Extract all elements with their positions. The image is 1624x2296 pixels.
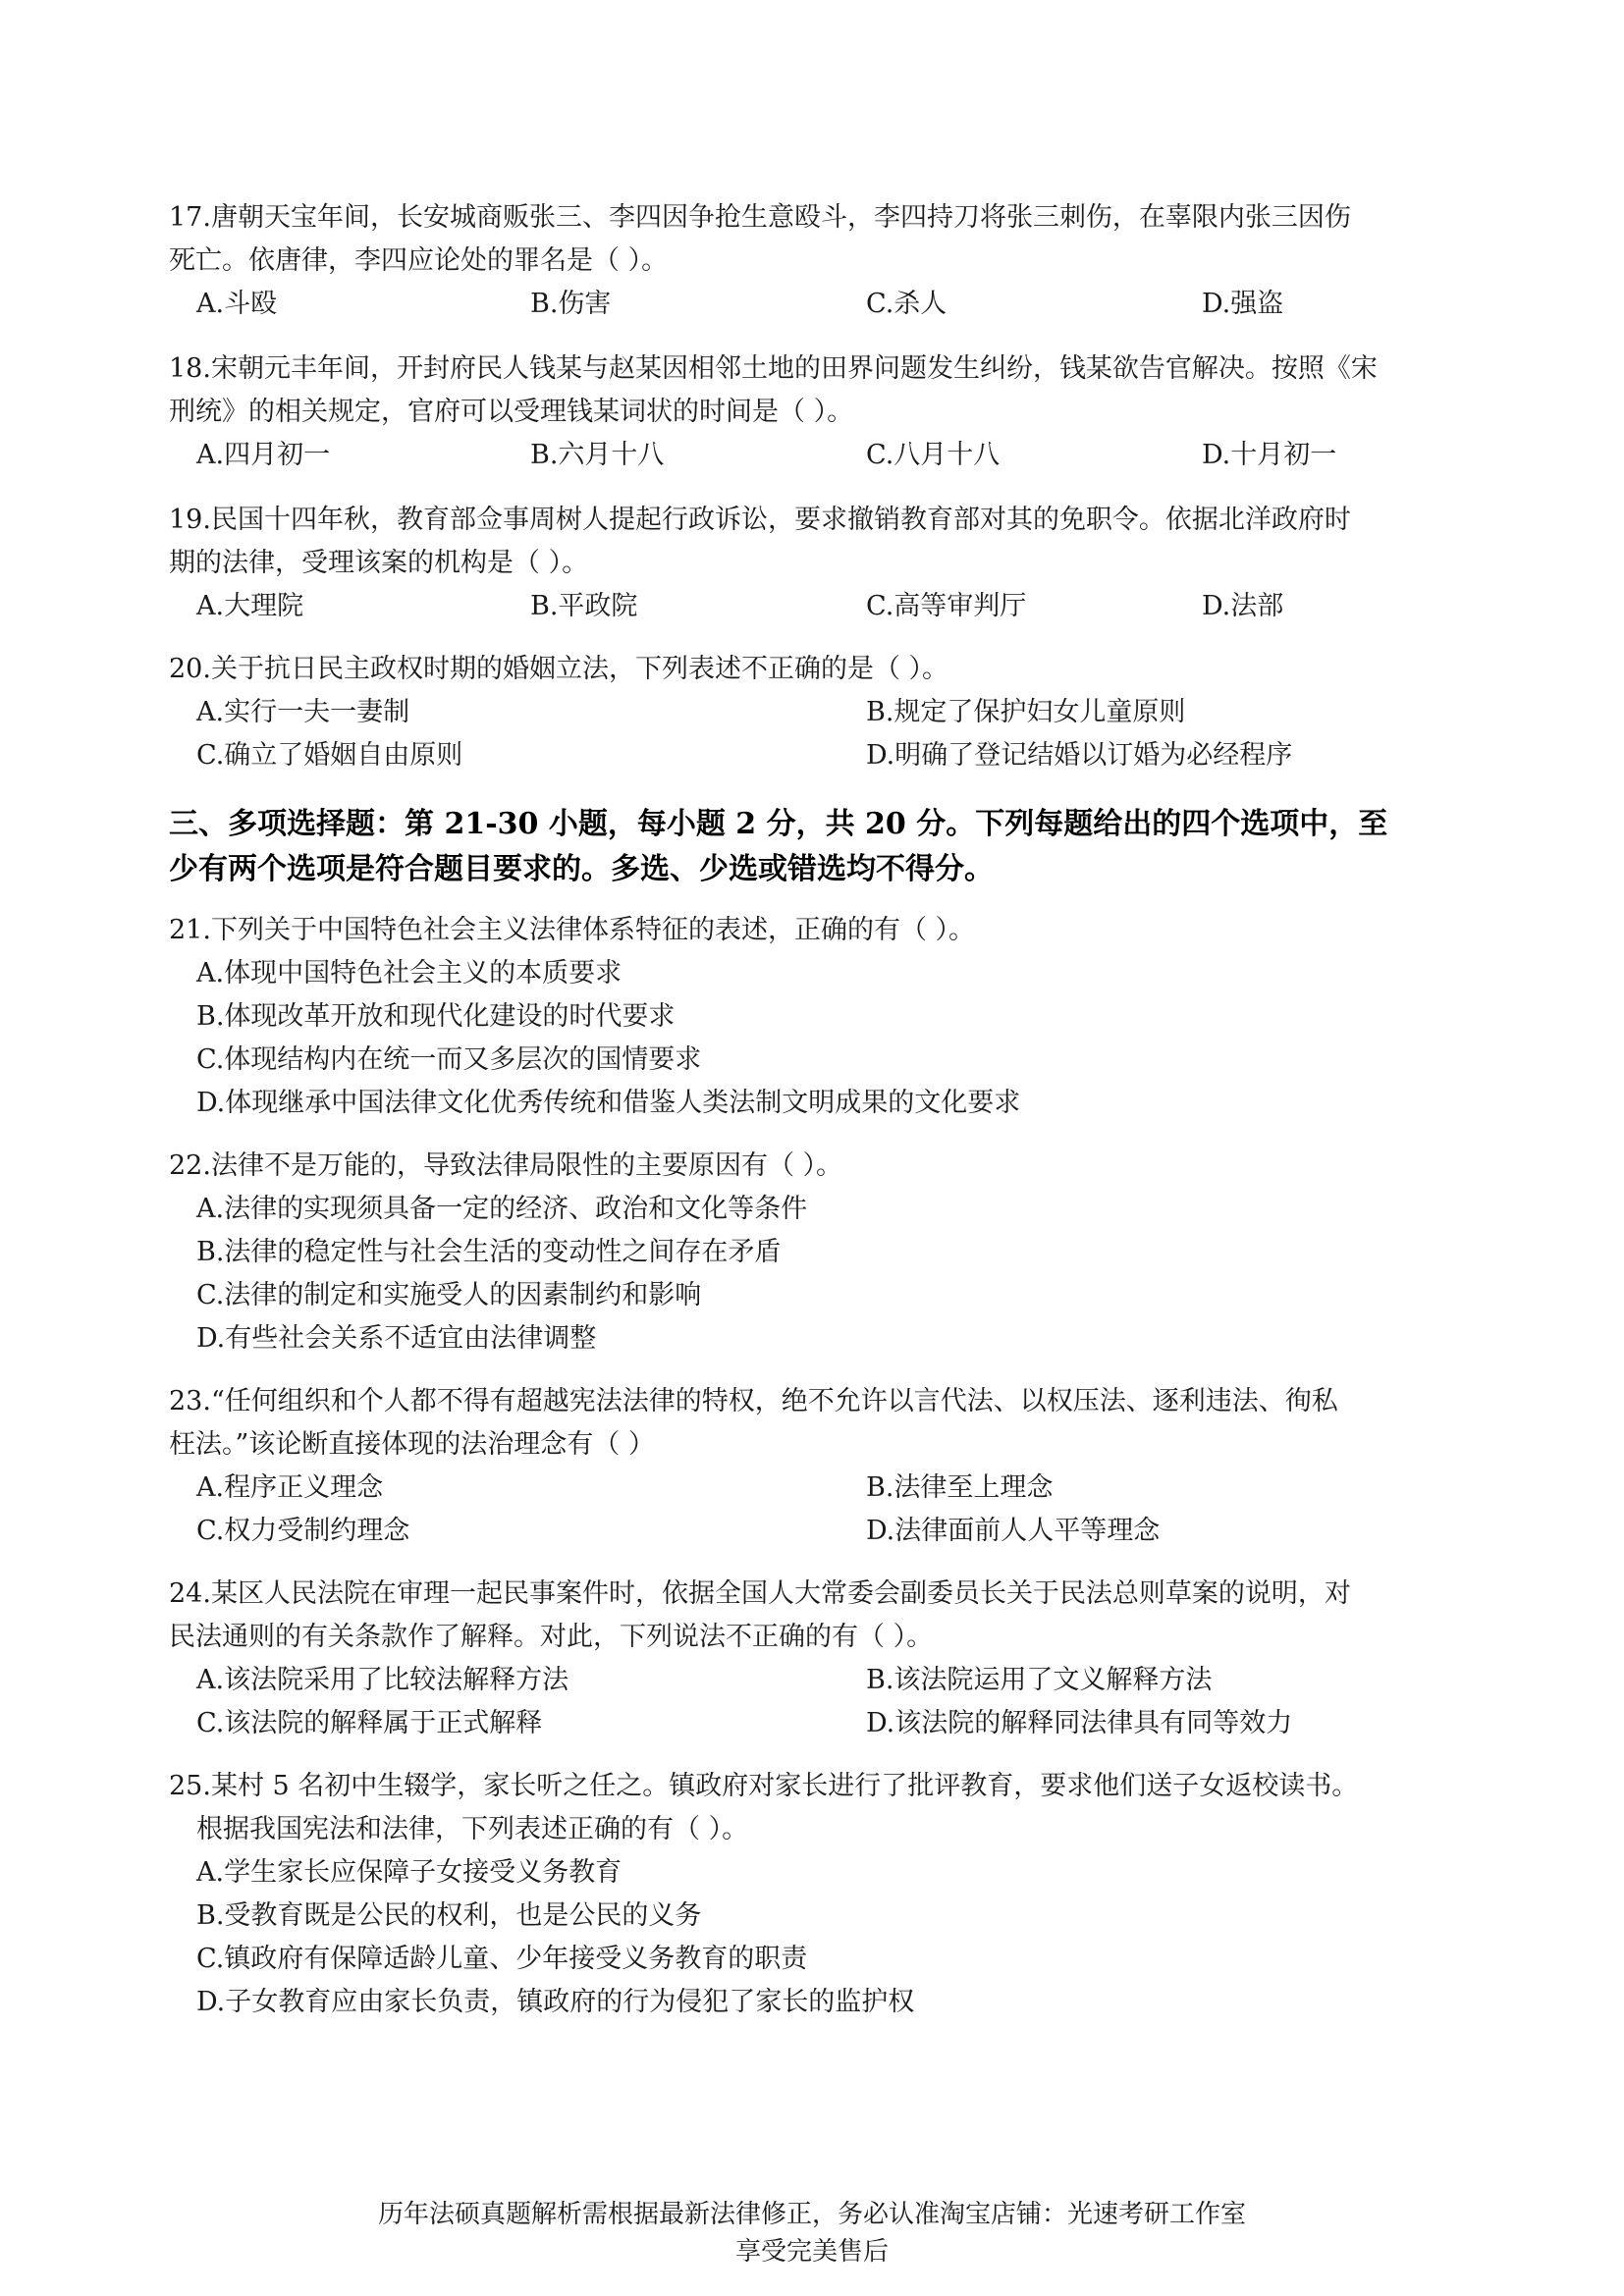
question-20-option-c: C.确立了婚姻自由原则 <box>196 740 463 771</box>
question-25-stem-line1: 25.某村 5 名初中生辍学，家长听之任之。镇政府对家长进行了批评教育，要求他们送子女返校读书。 <box>169 1771 1359 1801</box>
question-22-stem-line1: 22.法律不是万能的，导致法律局限性的主要原因有（ ）。 <box>169 1150 843 1181</box>
question-20-option-a: A.实行一夫一妻制 <box>196 697 410 727</box>
question-25-option-b: B.受教育既是公民的权利，也是公民的义务 <box>196 1900 702 1931</box>
question-23-option-d: D.法律面前人人平等理念 <box>866 1516 1161 1546</box>
question-18-stem-line1: 18.宋朝元丰年间，开封府民人钱某与赵某因相邻土地的田界问题发生纠纷，钱某欲告官解决。按照《宋 <box>169 353 1378 384</box>
question-25-option-a: A.学生家长应保障子女接受义务教育 <box>196 1857 623 1888</box>
question-23-option-a: A.程序正义理念 <box>196 1472 384 1503</box>
question-24-option-b: B.该法院运用了文义解释方法 <box>866 1665 1213 1695</box>
question-23-stem-line2: 枉法。”该论断直接体现的法治理念有（ ） <box>169 1429 655 1460</box>
footer-line1: 历年法硕真题解析需根据最新法律修正，务必认准淘宝店铺：光速考研工作室 <box>377 2200 1246 2229</box>
question-17-option-d: D.强盗 <box>1202 289 1284 319</box>
question-19-option-b: B.平政院 <box>530 591 638 621</box>
question-24-option-c: C.该法院的解释属于正式解释 <box>196 1708 543 1738</box>
question-21-option-b: B.体现改革开放和现代化建设的时代要求 <box>196 1001 676 1032</box>
question-22-option-d: D.有些社会关系不适宜由法律调整 <box>196 1323 597 1354</box>
question-24-stem-line1: 24.某区人民法院在审理一起民事案件时，依据全国人大常委会副委员长关于民法总则草案的说明，对 <box>169 1578 1351 1609</box>
section-3-heading-line1: 三、多项选择题：第 21-30 小题，每小题 2 分，共 20 分。下列每题给出的四个选项中，至 <box>169 807 1388 841</box>
question-17-stem-line2: 死亡。依唐律，李四应论处的罪名是（ ）。 <box>169 245 669 276</box>
question-19-stem-line2: 期的法律，受理该案的机构是（ ）。 <box>169 548 589 578</box>
question-17-option-c: C.杀人 <box>866 289 947 319</box>
question-25-option-d: D.子女教育应由家长负责，镇政府的行为侵犯了家长的监护权 <box>196 1987 915 2017</box>
question-23-option-c: C.权力受制约理念 <box>196 1516 410 1546</box>
footer-line2: 享受完美售后 <box>734 2237 889 2267</box>
question-22-option-c: C.法律的制定和实施受人的因素制约和影响 <box>196 1280 702 1310</box>
question-18-option-b: B.六月十八 <box>530 440 665 470</box>
question-19-stem-line1: 19.民国十四年秋，教育部佥事周树人提起行政诉讼，要求撤销教育部对其的免职令。依据北洋政府时 <box>169 505 1351 535</box>
question-20-option-b: B.规定了保护妇女儿童原则 <box>866 697 1186 727</box>
question-22-option-a: A.法律的实现须具备一定的经济、政治和文化等条件 <box>196 1194 808 1224</box>
question-21-option-c: C.体现结构内在统一而又多层次的国情要求 <box>196 1044 702 1075</box>
question-20-stem-line1: 20.关于抗日民主政权时期的婚姻立法，下列表述不正确的是（ ）。 <box>169 654 949 684</box>
question-18-option-d: D.十月初一 <box>1202 440 1337 470</box>
question-25-option-c: C.镇政府有保障适龄儿童、少年接受义务教育的职责 <box>196 1944 808 1974</box>
question-21-option-a: A.体现中国特色社会主义的本质要求 <box>196 958 623 988</box>
question-25-stem-line2: 根据我国宪法和法律，下列表述正确的有（ ）。 <box>196 1814 749 1844</box>
question-24-stem-line2: 民法通则的有关条款作了解释。对此，下列说法不正确的有（ ）。 <box>169 1622 934 1652</box>
question-22-option-b: B.法律的稳定性与社会生活的变动性之间存在矛盾 <box>196 1237 782 1267</box>
question-19-option-d: D.法部 <box>1202 591 1284 621</box>
question-18-option-a: A.四月初一 <box>196 440 331 470</box>
question-19-option-a: A.大理院 <box>196 591 304 621</box>
question-21-option-d: D.体现继承中国法律文化优秀传统和借鉴人类法制文明成果的文化要求 <box>196 1088 1021 1118</box>
question-18-option-c: C.八月十八 <box>866 440 1001 470</box>
question-18-stem-line2: 刑统》的相关规定，官府可以受理钱某词状的时间是（ ）。 <box>169 397 854 427</box>
question-19-option-c: C.高等审判厅 <box>866 591 1027 621</box>
question-23-option-b: B.法律至上理念 <box>866 1472 1054 1503</box>
question-17-option-a: A.斗殴 <box>196 289 278 319</box>
section-3-heading-line2: 少有两个选项是符合题目要求的。多选、少选或错选均不得分。 <box>169 852 994 886</box>
question-17-option-b: B.伤害 <box>530 289 612 319</box>
question-24-option-d: D.该法院的解释同法律具有同等效力 <box>866 1708 1293 1738</box>
question-24-option-a: A.该法院采用了比较法解释方法 <box>196 1665 569 1695</box>
question-17-stem-line1: 17.唐朝天宝年间，长安城商贩张三、李四因争抢生意殴斗，李四持刀将张三刺伤，在辜限内张三因伤 <box>169 202 1351 233</box>
question-23-stem-line1: 23.“任何组织和个人都不得有超越宪法法律的特权，绝不允许以言代法、以权压法、逐利违法、徇私 <box>169 1386 1338 1416</box>
question-21-stem-line1: 21.下列关于中国特色社会主义法律体系特征的表述，正确的有（ ）。 <box>169 915 976 945</box>
question-20-option-d: D.明确了登记结婚以订婚为必经程序 <box>866 740 1293 771</box>
